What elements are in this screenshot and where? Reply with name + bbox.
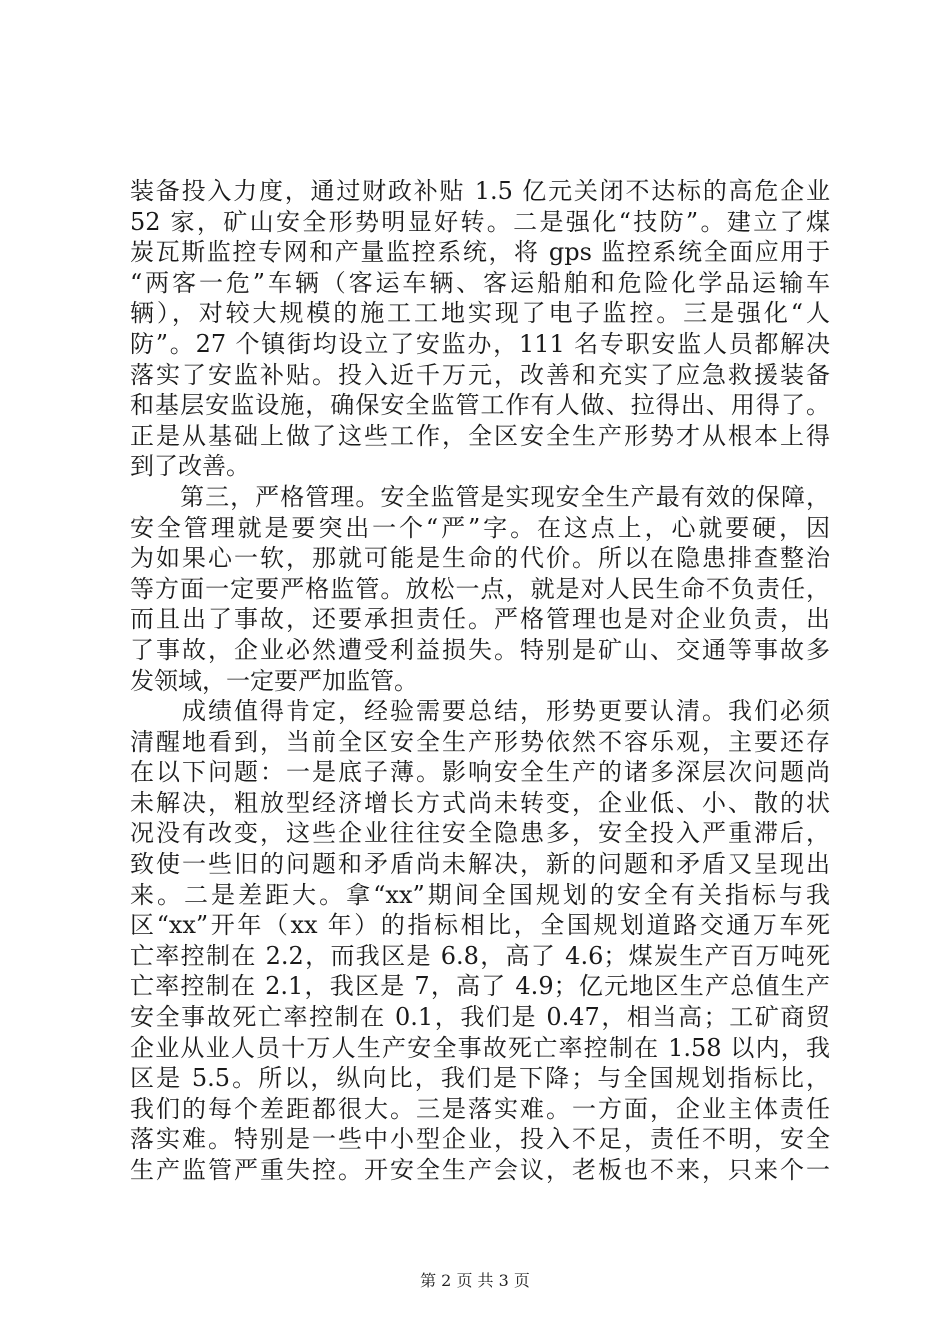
text-line: 正是从基础上做了这些工作，全区安全生产形势才从根本上得 xyxy=(130,421,830,450)
text-line: 来。二是差距大。拿“xx”期间全国规划的安全有关指标与我 xyxy=(130,880,830,909)
text-line: 安全管理就是要突出一个“严”字。在这点上，心就要硬，因 xyxy=(130,513,830,542)
text-line: 落实难。特别是一些中小型企业，投入不足，责任不明，安全 xyxy=(130,1125,830,1154)
text-line: 第三，严格管理。安全监管是实现安全生产最有效的保障， xyxy=(130,482,830,511)
text-line: 区“xx”开年（xx 年）的指标相比，全国规划道路交通万车死 xyxy=(130,911,830,940)
text-line: 致使一些旧的问题和矛盾尚未解决，新的问题和矛盾又呈现出 xyxy=(130,850,830,879)
text-line: 生产监管严重失控。开安全生产会议，老板也不来，只来个一 xyxy=(130,1156,830,1184)
text-line: 防”。27 个镇街均设立了安监办，111 名专职安监人员都解决 xyxy=(130,329,830,358)
text-line: 了事故，企业必然遭受利益损失。特别是矿山、交通等事故多 xyxy=(130,635,830,664)
text-line: 到了改善。 xyxy=(130,452,250,481)
text-line: 发领域，一定要严加监管。 xyxy=(130,666,418,695)
text-line: 区是 5.5。所以，纵向比，我们是下降；与全国规划指标比， xyxy=(130,1064,830,1093)
text-line: 亡率控制在 2.2，而我区是 6.8，高了 4.6；煤炭生产百万吨死 xyxy=(130,941,830,970)
text-line: 企业从业人员十万人生产安全事故死亡率控制在 1.58 以内，我 xyxy=(130,1033,830,1062)
page-footer: 第 2 页 共 3 页 xyxy=(420,1271,530,1290)
text-line: 安全事故死亡率控制在 0.1，我们是 0.47，相当高；工矿商贸 xyxy=(130,1003,830,1032)
text-line: 而且出了事故，还要承担责任。严格管理也是对企业负责，出 xyxy=(130,605,830,634)
text-line: 清醒地看到，当前全区安全生产形势依然不容乐观，主要还存 xyxy=(130,727,830,756)
text-line: 为如果心一软，那就可能是生命的代价。所以在隐患排查整治 xyxy=(130,544,830,573)
text-line: 落实了安监补贴。投入近千万元，改善和充实了应急救援装备 xyxy=(130,360,830,389)
text-line: 况没有改变，这些企业往往安全隐患多，安全投入严重滞后， xyxy=(130,819,830,848)
text-line: 在以下问题：一是底子薄。影响安全生产的诸多深层次问题尚 xyxy=(130,758,830,787)
text-line: 等方面一定要严格监管。放松一点，就是对人民生命不负责任， xyxy=(130,574,830,603)
body-text xyxy=(130,176,830,1186)
text-line: 炭瓦斯监控专网和产量监控系统，将 gps 监控系统全面应用于 xyxy=(130,238,830,267)
text-line: 52 家，矿山安全形势明显好转。二是强化“技防”。建立了煤 xyxy=(130,207,830,236)
text-line: 我们的每个差距都很大。三是落实难。一方面，企业主体责任 xyxy=(130,1094,830,1123)
text-line: 辆），对较大规模的施工工地实现了电子监控。三是强化“人 xyxy=(130,299,830,328)
text-line: 亡率控制在 2.1，我区是 7，高了 4.9；亿元地区生产总值生产 xyxy=(130,972,830,1001)
text-line: 装备投入力度，通过财政补贴 1.5 亿元关闭不达标的高危企业 xyxy=(130,177,830,205)
text-line: “两客一危”车辆（客运车辆、客运船舶和危险化学品运输车 xyxy=(130,268,830,297)
text-line: 未解决，粗放型经济增长方式尚未转变，企业低、小、散的状 xyxy=(130,788,830,817)
text-line: 和基层安监设施，确保安全监管工作有人做、拉得出、用得了。 xyxy=(130,391,830,420)
text-line: 成绩值得肯定，经验需要总结，形势更要认清。我们必须 xyxy=(130,697,830,726)
